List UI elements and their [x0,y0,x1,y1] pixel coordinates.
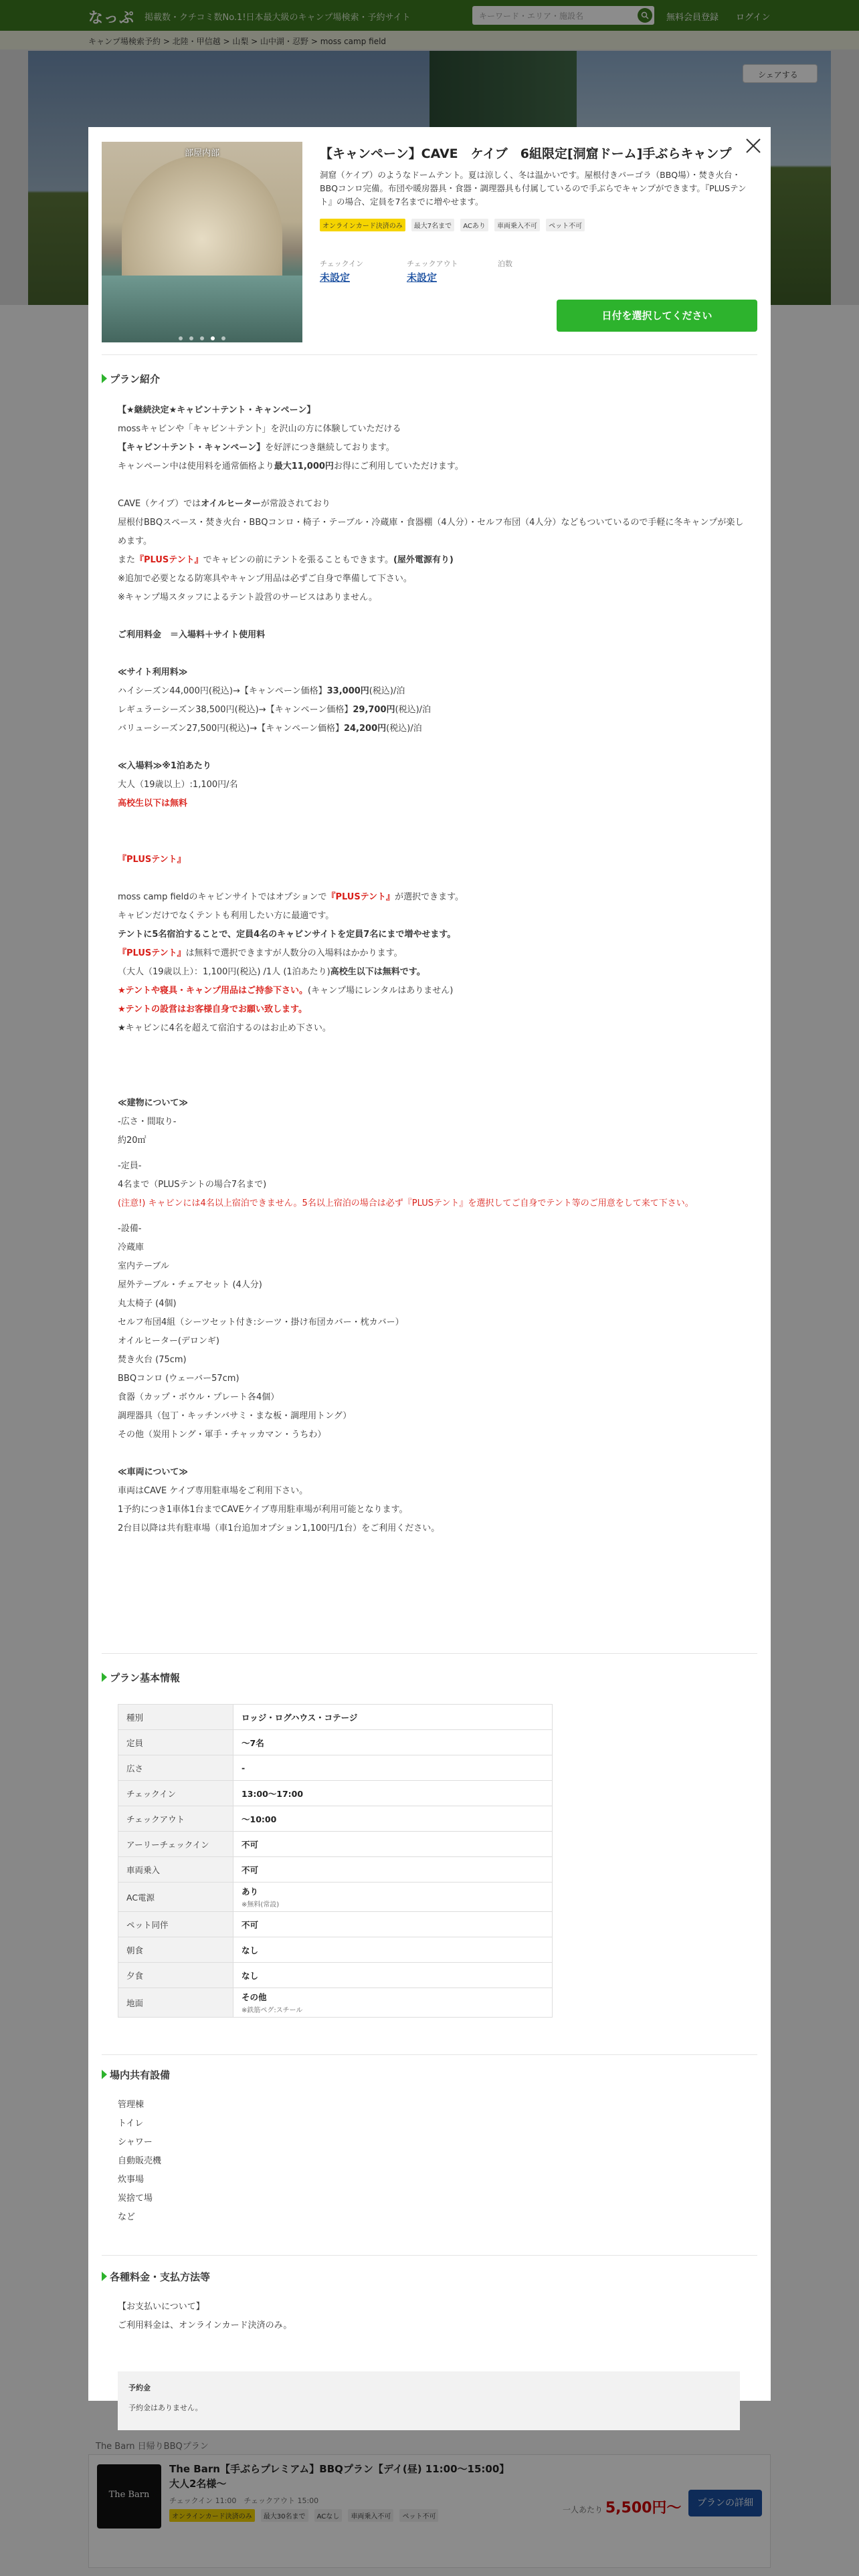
info-key: 車両乗入 [118,1857,233,1883]
plan-tags [320,218,587,231]
carousel-dot[interactable] [179,336,183,340]
intro-line: は無料で選択できますが人数分の入場料はかかります。 [185,948,403,958]
dome-interior-image [122,155,282,276]
checkin-value[interactable]: 未設定 [320,272,351,284]
info-value [233,1705,553,1730]
intro-line: moss camp fieldのキャビンサイトではオプションで [118,892,327,902]
intro-line: でキャビンの前にテントを張ることもできます。 [203,555,393,565]
intro-line: (注意!) キャビンには4名以上宿泊できません。5名以上宿泊の場合は必ず『PLUSテント』を選択してご自身でテント等のご用意をして来て下さい。 [118,1198,694,1208]
info-value [233,1755,553,1781]
info-value [233,1730,553,1755]
info-value-text: - [242,1763,246,1773]
intro-line: ★テントや寝具・キャンプ用品はご持参下さい。 [118,986,308,996]
info-value-text: 13:00～17:00 [242,1788,304,1799]
info-value [233,1912,553,1937]
tag-capacity: 最大7名まで [411,219,454,231]
plan-times: チェックイン 11:00 チェックアウト 15:00 [169,2496,319,2505]
info-value [233,1832,553,1857]
info-value-text: ロッジ・ログハウス・コテージ [242,1712,358,1723]
divider [102,2255,757,2256]
equipment-item: 冷蔵庫 [118,1243,145,1253]
plan-tag: ペット不可 [399,2509,438,2522]
info-value-text: 不可 [242,1864,259,1875]
intro-line: ご利用料金 ＝入場料＋サイト使用料 [118,630,266,640]
info-key: 夕食 [118,1963,233,1988]
info-value [233,1988,553,2018]
plan-photo-carousel[interactable] [102,142,302,342]
intro-line: ≪車両について≫ [118,1467,188,1477]
info-key: ペット同伴 [118,1912,233,1937]
info-key: 地面 [118,1988,233,2018]
divider [102,354,757,355]
intro-line: 約20㎡ [118,1136,147,1146]
info-value-text: なし [242,1945,259,1955]
intro-line: -広さ・間取り- [118,1117,177,1127]
intro-line: また [118,555,136,565]
plan-category: The Barn 日帰りBBQプラン [96,2442,209,2452]
intro-line: が選択できます。 [395,892,464,902]
info-value-text: 不可 [242,1839,259,1850]
facility-item: 自動販売機 [118,2156,162,2166]
tag-vehicle: 車両乗入不可 [494,219,540,231]
intro-line: 『PLUSテント』 [135,555,203,565]
info-row [118,1832,553,1857]
register-link[interactable]: 無料会員登録 [666,13,719,23]
divider [102,2054,757,2055]
intro-line: 33,000円 [326,686,369,696]
carousel-dot[interactable] [221,336,225,340]
info-value [233,1963,553,1988]
plan-tag: ACなし [314,2509,343,2522]
equipment-item: 焚き火台 (75cm) [118,1355,187,1365]
intro-line: ≪入場料≫※1泊あたり [118,761,211,771]
info-row [118,1912,553,1937]
intro-line: CAVE（ケイブ）では [118,499,201,509]
intro-line: が常設されており [260,499,330,509]
info-row [118,1937,553,1963]
facility-item: 炭捨て場 [118,2193,153,2204]
carousel-dots[interactable] [102,330,302,342]
info-value-text: その他 [242,1992,267,2002]
intro-line: (税込)/泊 [386,724,422,734]
deposit-value: 予約金はありません。 [128,2403,203,2412]
close-icon [744,136,763,155]
share-label: シェアする [758,70,798,80]
divider [102,1653,757,1654]
intro-line: バリューシーズン27,500円(税込)→【キャンペーン価格】 [118,724,344,734]
section-title-facilities: 場内共有設備 [102,2068,170,2082]
intro-line: ★テントの設営はお客様自身でお願い致します。 [118,1004,307,1014]
plan-tag: 車両乗入不可 [348,2509,393,2522]
info-row [118,1883,553,1912]
equipment-item: 室内テーブル [118,1261,169,1271]
info-value [233,1937,553,1963]
photo-caption: 部屋内部 [184,148,219,158]
info-key: チェックイン [118,1781,233,1806]
intro-line: -定員- [118,1161,142,1171]
intro-line: 24,200円 [343,724,387,734]
plan-thumbnail-text: The Barn [108,2490,150,2500]
intro-line: 最大11,000円 [274,461,334,471]
info-note: ※無料(常設) [242,1901,280,1909]
intro-line: ≪建物について≫ [118,1098,188,1108]
info-value [233,1883,553,1912]
plan-description: 洞窟（ケイブ）のようなドームテント。夏は涼しく、冬は温かいです。屋根付きパーゴラ（BBQ場）・焚き火台・BBQコンロ完備。布団や暖房器具・食器・調理器具も付属しているので手ぶらでキャンプができます。『PLUSテント』の場合、定員を7名までに増やせます。 [320,170,747,207]
deposit-box [118,2371,740,2430]
plan-intro-text [118,401,747,1538]
tag-pet: ペット不可 [546,219,585,231]
carousel-dot[interactable] [200,336,204,340]
site-logo[interactable]: なっぷ [88,10,135,27]
facilities-list [118,2096,747,2227]
intro-line: ※追加で必要となる防寒具やキャンプ用品は必ずご自身で準備して下さい。 [118,574,412,584]
deposit-label: 予約金 [128,2383,151,2392]
intro-line: テントに5名宿泊することで、定員4名のキャビンサイトを定員7名にまで増やせます。 [118,930,456,940]
intro-line: 高校生以下は無料 [118,798,188,809]
intro-line: ★キャビンに4名を超えて宿泊するのはお止め下さい。 [118,1023,331,1033]
equipment-item: 調理器具（包丁・キッチンバサミ・まな板・調理用トング） [118,1411,352,1421]
facility-item: シャワー [118,2137,153,2147]
intro-line: 【★継続決定★キャビン＋テント・キャンペーン】 [118,405,316,415]
intro-line: 『PLUSテント』 [118,855,186,865]
info-value [233,1806,553,1832]
plan-tag: 最大30名まで [261,2509,308,2522]
payment-head: 【お支払いについて】 [118,2302,205,2312]
info-key: 朝食 [118,1937,233,1963]
info-note: ※鉄筋ペグ:スチール [242,2007,303,2014]
intro-line: mossキャビンや「キャビン＋テン卜」を沢山の方に体験していただける [118,424,401,434]
payment-text: ご利用料金は、オンラインカード決済のみ。 [118,2321,292,2331]
facility-item: 炊事場 [118,2175,145,2185]
info-key: アーリーチェックイン [118,1832,233,1857]
intro-line: （大人（19歳以上）：1,100円(税込) /1人 (1泊あたり) [118,967,330,977]
plan-basic-info-table [118,1704,553,2018]
intro-line: 高校生以下は無料です。 [330,967,425,977]
intro-line: 【キャビン＋テント・キャンペーン】 [118,443,266,453]
intro-line: 2台目以降は共有駐車場（車1台追加オプション1,100円/1台）をご利用ください。 [118,1523,440,1533]
login-link[interactable]: ログイン [736,13,771,23]
intro-line: -設備- [118,1224,142,1234]
info-value [233,1781,553,1806]
info-value-text: 不可 [242,1919,259,1930]
intro-line: 車両はCAVE ケイブ専用駐車場をご利用下さい。 [118,1486,308,1496]
intro-line: 大人（19歳以上）:1,100円/名 [118,780,238,790]
intro-line: キャビンだけでなくテントも利用したい方に最適です。 [118,911,335,921]
intro-line: ≪サイト利用料≫ [118,667,188,677]
info-row [118,1730,553,1755]
info-key: AC電源 [118,1883,233,1912]
equipment-item: BBQコンロ (ウェーバー57cm) [118,1374,240,1384]
intro-line: を好評につき継続しております。 [265,443,395,453]
info-row [118,1988,553,2018]
plan-tag: オンラインカード決済のみ [169,2509,255,2522]
info-row [118,1806,553,1832]
intro-line: 屋根付BBQスペース・焚き火台・BBQコンロ・椅子・テーブル・冷蔵庫・食器棚（4人分）・セルフ布団（4人分）などもついているので手軽に冬キャンプが楽しめます。 [118,518,744,546]
intro-line: (税込)/泊 [369,686,405,696]
intro-line: お得にご利用していただけます。 [333,461,464,471]
plan-detail-button[interactable]: プランの詳細 [688,2490,762,2516]
info-value-text: あり [242,1887,259,1897]
section-title-intro: プラン紹介 [102,372,160,386]
select-date-button[interactable]: 日付を選択してください [557,300,757,332]
checkin-label: チェックイン [320,259,364,268]
intro-line: (税込)/泊 [395,705,432,715]
intro-line: 『PLUSテント』 [118,948,186,958]
nights-label: 泊数 [498,259,512,268]
intro-line: キャンペーン中は使用料を通常価格より [118,461,274,471]
intro-line: 『PLUSテント』 [326,892,395,902]
tag-ac: ACあり [460,219,488,231]
intro-line: 29,700円 [353,705,395,715]
section-title-fees: 各種料金・支払方法等 [102,2270,210,2284]
equipment-item: セルフ布団4組（シーツセット付き:シーツ・掛け布団カバー・枕カバー） [118,1317,404,1327]
info-row [118,1857,553,1883]
info-value-text: ～7名 [242,1737,264,1748]
tag-payment: オンラインカード決済のみ [320,219,405,231]
info-row [118,1781,553,1806]
checkout-label: チェックアウト [407,259,458,268]
info-value-text: なし [242,1970,259,1981]
info-row [118,1755,553,1781]
info-value [233,1857,553,1883]
intro-line: レギュラーシーズン38,500円(税込)→【キャンペーン価格】 [118,705,353,715]
payment-info [118,2298,747,2335]
price-prefix: 一人あたり [563,2505,603,2514]
plan-title: 【キャンペーン】CAVE ケイブ 6組限定[洞窟ドーム]手ぶらキャンプ [320,146,732,161]
plan-title[interactable]: The Barn【手ぶらプレミアム】BBQプラン【デイ(昼) 11:00～15:00】大人2名様～ [169,2463,510,2490]
info-key: チェックアウト [118,1806,233,1832]
facility-item: トイレ [118,2119,144,2129]
plan-modal [88,127,771,2412]
equipment-item: 食器（カップ・ボウル・プレート各4個） [118,1392,280,1402]
site-tagline: 掲載数・クチコミ数No.1!日本最大級のキャンプ場検索・予約サイト [145,13,411,23]
equipment-item: その他（炭用トング・軍手・チャッカマン・うちわ） [118,1430,326,1440]
facility-item: 管理棟 [118,2100,145,2110]
close-button[interactable] [744,136,763,155]
checkout-value[interactable]: 未設定 [407,272,438,284]
info-key: 種別 [118,1705,233,1730]
info-row [118,1705,553,1730]
intro-line: オイルヒーター [201,499,261,509]
info-key: 定員 [118,1730,233,1755]
search-placeholder: キーワード・エリア・施設名 [479,11,584,21]
equipment-item: 丸太椅子 (4個) [118,1299,177,1309]
price-value: 5,500円～ [605,2500,682,2516]
intro-line: ハイシーズン44,000円(税込)→【キャンペーン価格】 [118,686,327,696]
carousel-dot[interactable] [189,336,193,340]
intro-line: (キャンプ場にレンタルはありません) [308,986,454,996]
info-value-text: ～10:00 [242,1814,277,1824]
info-key: 広さ [118,1755,233,1781]
breadcrumb-text[interactable]: キャンプ場検索予約 > 北陸・甲信越 > 山梨 > 山中湖・忍野 > moss camp field [88,37,387,46]
carousel-dot-active[interactable] [211,336,215,340]
facility-item: など [118,2212,136,2222]
intro-line: ※キャンプ場スタッフによるテント設営のサービスはありません。 [118,593,378,603]
section-title-basic: プラン基本情報 [102,1671,180,1685]
equipment-item: 屋外テーブル・チェアセット (4人分) [118,1280,262,1290]
intro-line: (屋外電源有り) [393,555,454,565]
equipment-item: オイルヒーター(デロンギ) [118,1336,219,1346]
intro-line: 4名まで（PLUSテントの場合7名まで) [118,1180,267,1190]
info-row [118,1963,553,1988]
intro-line: 1予約につき1車体1台までCAVEケイブ専用駐車場が利用可能となります。 [118,1505,408,1515]
